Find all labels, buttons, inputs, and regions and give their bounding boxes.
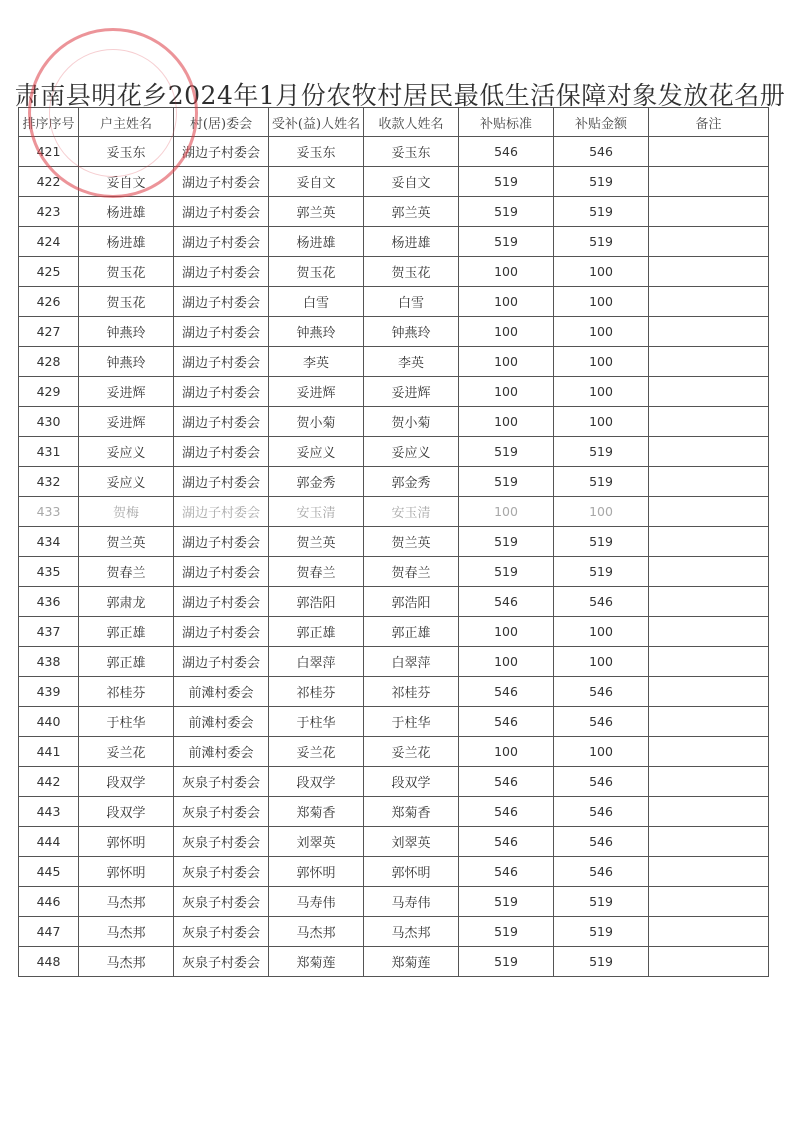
cell-household-head: 贺玉花 [79, 287, 174, 317]
table-row [19, 737, 769, 767]
cell-beneficiary: 白雪 [269, 287, 364, 317]
table-row [19, 587, 769, 617]
cell-payee: 郭兰英 [364, 197, 459, 227]
cell-beneficiary: 杨进雄 [269, 227, 364, 257]
cell-payee: 郑菊莲 [364, 947, 459, 977]
cell-village-committee: 湖边子村委会 [174, 587, 269, 617]
cell-household-head: 贺春兰 [79, 557, 174, 587]
cell-subsidy-amount: 546 [554, 827, 649, 857]
cell-seq: 429 [19, 377, 79, 407]
cell-remarks [649, 797, 769, 827]
cell-village-committee: 湖边子村委会 [174, 647, 269, 677]
cell-payee: 白翠萍 [364, 647, 459, 677]
cell-seq: 441 [19, 737, 79, 767]
cell-subsidy-amount: 100 [554, 617, 649, 647]
cell-subsidy-amount: 519 [554, 947, 649, 977]
cell-beneficiary: 妥兰花 [269, 737, 364, 767]
cell-seq: 435 [19, 557, 79, 587]
cell-payee: 郭怀明 [364, 857, 459, 887]
cell-household-head: 郭正雄 [79, 617, 174, 647]
cell-subsidy-standard: 100 [459, 737, 554, 767]
cell-subsidy-standard: 519 [459, 527, 554, 557]
cell-remarks [649, 317, 769, 347]
page-title: 肃南县明花乡2024年1月份农牧村居民最低生活保障对象发放花名册 [14, 81, 786, 110]
table-row [19, 467, 769, 497]
cell-village-committee: 前滩村委会 [174, 707, 269, 737]
cell-household-head: 段双学 [79, 767, 174, 797]
cell-beneficiary: 安玉清 [269, 497, 364, 527]
cell-seq: 430 [19, 407, 79, 437]
cell-payee: 贺小菊 [364, 407, 459, 437]
cell-seq: 421 [19, 137, 79, 167]
cell-seq: 445 [19, 857, 79, 887]
cell-subsidy-standard: 519 [459, 467, 554, 497]
cell-subsidy-standard: 519 [459, 917, 554, 947]
cell-village-committee: 灰泉子村委会 [174, 917, 269, 947]
cell-village-committee: 湖边子村委会 [174, 317, 269, 347]
cell-subsidy-amount: 546 [554, 767, 649, 797]
header-seq: 排序序号 [19, 108, 79, 137]
cell-subsidy-standard: 546 [459, 797, 554, 827]
cell-village-committee: 湖边子村委会 [174, 377, 269, 407]
cell-household-head: 于柱华 [79, 707, 174, 737]
cell-subsidy-amount: 100 [554, 347, 649, 377]
cell-remarks [649, 167, 769, 197]
cell-subsidy-amount: 519 [554, 557, 649, 587]
cell-village-committee: 湖边子村委会 [174, 527, 269, 557]
cell-subsidy-amount: 100 [554, 287, 649, 317]
cell-household-head: 杨进雄 [79, 197, 174, 227]
cell-village-committee: 湖边子村委会 [174, 467, 269, 497]
cell-remarks [649, 617, 769, 647]
cell-subsidy-amount: 546 [554, 677, 649, 707]
cell-subsidy-standard: 546 [459, 767, 554, 797]
cell-beneficiary: 妥自文 [269, 167, 364, 197]
cell-seq: 444 [19, 827, 79, 857]
cell-seq: 432 [19, 467, 79, 497]
cell-remarks [649, 947, 769, 977]
cell-beneficiary: 刘翠英 [269, 827, 364, 857]
cell-village-committee: 湖边子村委会 [174, 287, 269, 317]
cell-seq: 447 [19, 917, 79, 947]
cell-subsidy-standard: 100 [459, 347, 554, 377]
cell-beneficiary: 妥应义 [269, 437, 364, 467]
cell-village-committee: 湖边子村委会 [174, 347, 269, 377]
table-row [19, 677, 769, 707]
cell-household-head: 妥玉东 [79, 137, 174, 167]
cell-seq: 436 [19, 587, 79, 617]
cell-seq: 424 [19, 227, 79, 257]
table-row [19, 527, 769, 557]
cell-village-committee: 湖边子村委会 [174, 497, 269, 527]
cell-subsidy-amount: 100 [554, 497, 649, 527]
cell-subsidy-amount: 519 [554, 167, 649, 197]
cell-household-head: 郭肃龙 [79, 587, 174, 617]
cell-remarks [649, 287, 769, 317]
cell-subsidy-standard: 100 [459, 617, 554, 647]
cell-subsidy-amount: 519 [554, 467, 649, 497]
cell-beneficiary: 郭怀明 [269, 857, 364, 887]
cell-beneficiary: 贺小菊 [269, 407, 364, 437]
cell-village-committee: 湖边子村委会 [174, 617, 269, 647]
cell-beneficiary: 祁桂芬 [269, 677, 364, 707]
cell-village-committee: 前滩村委会 [174, 677, 269, 707]
cell-payee: 白雪 [364, 287, 459, 317]
cell-remarks [649, 767, 769, 797]
cell-payee: 马杰邦 [364, 917, 459, 947]
cell-subsidy-amount: 100 [554, 377, 649, 407]
cell-village-committee: 湖边子村委会 [174, 557, 269, 587]
cell-subsidy-amount: 519 [554, 227, 649, 257]
table-row [19, 917, 769, 947]
table-row [19, 887, 769, 917]
cell-subsidy-standard: 100 [459, 317, 554, 347]
cell-subsidy-amount: 546 [554, 857, 649, 887]
cell-payee: 钟燕玲 [364, 317, 459, 347]
cell-subsidy-amount: 546 [554, 797, 649, 827]
cell-remarks [649, 737, 769, 767]
table-row [19, 287, 769, 317]
cell-remarks [649, 707, 769, 737]
cell-remarks [649, 347, 769, 377]
cell-seq: 422 [19, 167, 79, 197]
cell-household-head: 段双学 [79, 797, 174, 827]
cell-beneficiary: 郑菊莲 [269, 947, 364, 977]
cell-village-committee: 灰泉子村委会 [174, 887, 269, 917]
header-beneficiary: 受补(益)人姓名 [269, 108, 364, 137]
cell-remarks [649, 857, 769, 887]
cell-seq: 434 [19, 527, 79, 557]
cell-seq: 431 [19, 437, 79, 467]
cell-remarks [649, 827, 769, 857]
cell-subsidy-standard: 519 [459, 557, 554, 587]
cell-payee: 段双学 [364, 767, 459, 797]
cell-subsidy-amount: 519 [554, 197, 649, 227]
cell-subsidy-standard: 519 [459, 227, 554, 257]
cell-remarks [649, 437, 769, 467]
cell-beneficiary: 郑菊香 [269, 797, 364, 827]
cell-household-head: 贺玉花 [79, 257, 174, 287]
cell-remarks [649, 407, 769, 437]
table-row [19, 947, 769, 977]
cell-household-head: 妥兰花 [79, 737, 174, 767]
cell-beneficiary: 钟燕玲 [269, 317, 364, 347]
roster-table [18, 107, 769, 977]
cell-village-committee: 湖边子村委会 [174, 227, 269, 257]
cell-village-committee: 灰泉子村委会 [174, 947, 269, 977]
cell-seq: 440 [19, 707, 79, 737]
cell-beneficiary: 段双学 [269, 767, 364, 797]
table-row [19, 647, 769, 677]
cell-seq: 443 [19, 797, 79, 827]
cell-subsidy-amount: 100 [554, 317, 649, 347]
cell-subsidy-standard: 546 [459, 677, 554, 707]
table-row [19, 137, 769, 167]
cell-remarks [649, 527, 769, 557]
cell-subsidy-standard: 546 [459, 587, 554, 617]
cell-remarks [649, 257, 769, 287]
cell-subsidy-amount: 519 [554, 887, 649, 917]
cell-remarks [649, 647, 769, 677]
cell-payee: 马寿伟 [364, 887, 459, 917]
cell-household-head: 马杰邦 [79, 887, 174, 917]
cell-payee: 于柱华 [364, 707, 459, 737]
table-row [19, 197, 769, 227]
cell-village-committee: 灰泉子村委会 [174, 827, 269, 857]
table-row [19, 257, 769, 287]
cell-payee: 妥进辉 [364, 377, 459, 407]
header-village-committee: 村(居)委会 [174, 108, 269, 137]
table-row [19, 857, 769, 887]
table-row [19, 797, 769, 827]
cell-payee: 妥自文 [364, 167, 459, 197]
cell-seq: 442 [19, 767, 79, 797]
cell-subsidy-amount: 100 [554, 257, 649, 287]
cell-payee: 杨进雄 [364, 227, 459, 257]
cell-household-head: 马杰邦 [79, 947, 174, 977]
cell-subsidy-standard: 519 [459, 167, 554, 197]
cell-beneficiary: 郭兰英 [269, 197, 364, 227]
header-payee: 收款人姓名 [364, 108, 459, 137]
cell-village-committee: 前滩村委会 [174, 737, 269, 767]
cell-village-committee: 灰泉子村委会 [174, 767, 269, 797]
cell-village-committee: 湖边子村委会 [174, 197, 269, 227]
cell-remarks [649, 137, 769, 167]
cell-subsidy-standard: 546 [459, 707, 554, 737]
cell-seq: 448 [19, 947, 79, 977]
cell-village-committee: 湖边子村委会 [174, 437, 269, 467]
cell-remarks [649, 587, 769, 617]
cell-household-head: 妥应义 [79, 437, 174, 467]
cell-payee: 贺春兰 [364, 557, 459, 587]
cell-subsidy-standard: 100 [459, 407, 554, 437]
cell-subsidy-standard: 100 [459, 647, 554, 677]
cell-payee: 郭正雄 [364, 617, 459, 647]
table-row [19, 827, 769, 857]
cell-village-committee: 湖边子村委会 [174, 167, 269, 197]
cell-seq: 437 [19, 617, 79, 647]
table-row [19, 227, 769, 257]
cell-village-committee: 湖边子村委会 [174, 407, 269, 437]
table-row [19, 377, 769, 407]
cell-subsidy-amount: 519 [554, 527, 649, 557]
cell-subsidy-standard: 100 [459, 287, 554, 317]
cell-payee: 妥兰花 [364, 737, 459, 767]
cell-remarks [649, 677, 769, 707]
cell-payee: 贺兰英 [364, 527, 459, 557]
cell-seq: 425 [19, 257, 79, 287]
cell-subsidy-standard: 519 [459, 947, 554, 977]
cell-household-head: 妥应义 [79, 467, 174, 497]
cell-payee: 郭金秀 [364, 467, 459, 497]
table-row [19, 617, 769, 647]
cell-beneficiary: 郭金秀 [269, 467, 364, 497]
cell-subsidy-standard: 546 [459, 857, 554, 887]
cell-beneficiary: 李英 [269, 347, 364, 377]
cell-seq: 426 [19, 287, 79, 317]
cell-subsidy-amount: 519 [554, 437, 649, 467]
cell-household-head: 妥自文 [79, 167, 174, 197]
cell-household-head: 妥进辉 [79, 377, 174, 407]
table-row [19, 347, 769, 377]
cell-remarks [649, 557, 769, 587]
cell-remarks [649, 197, 769, 227]
table-row [19, 437, 769, 467]
cell-subsidy-standard: 519 [459, 197, 554, 227]
cell-household-head: 钟燕玲 [79, 317, 174, 347]
cell-payee: 妥玉东 [364, 137, 459, 167]
cell-beneficiary: 马杰邦 [269, 917, 364, 947]
header-subsidy-amount: 补贴金额 [554, 108, 649, 137]
cell-remarks [649, 377, 769, 407]
cell-subsidy-standard: 100 [459, 257, 554, 287]
cell-household-head: 马杰邦 [79, 917, 174, 947]
cell-remarks [649, 227, 769, 257]
cell-subsidy-amount: 100 [554, 737, 649, 767]
cell-household-head: 杨进雄 [79, 227, 174, 257]
cell-subsidy-standard: 546 [459, 137, 554, 167]
cell-subsidy-amount: 519 [554, 917, 649, 947]
table-row [19, 767, 769, 797]
cell-village-committee: 灰泉子村委会 [174, 857, 269, 887]
cell-subsidy-amount: 546 [554, 587, 649, 617]
cell-subsidy-amount: 100 [554, 647, 649, 677]
cell-subsidy-amount: 546 [554, 137, 649, 167]
cell-payee: 贺玉花 [364, 257, 459, 287]
cell-beneficiary: 贺兰英 [269, 527, 364, 557]
cell-seq: 439 [19, 677, 79, 707]
table-row [19, 557, 769, 587]
cell-village-committee: 湖边子村委会 [174, 257, 269, 287]
table-row [19, 167, 769, 197]
cell-village-committee: 湖边子村委会 [174, 137, 269, 167]
cell-payee: 郭浩阳 [364, 587, 459, 617]
table-row [19, 317, 769, 347]
cell-seq: 433 [19, 497, 79, 527]
cell-village-committee: 灰泉子村委会 [174, 797, 269, 827]
header-remarks: 备注 [649, 108, 769, 137]
cell-payee: 祁桂芬 [364, 677, 459, 707]
cell-subsidy-standard: 519 [459, 437, 554, 467]
cell-household-head: 郭怀明 [79, 857, 174, 887]
cell-seq: 446 [19, 887, 79, 917]
cell-subsidy-standard: 100 [459, 377, 554, 407]
cell-beneficiary: 郭浩阳 [269, 587, 364, 617]
cell-household-head: 祁桂芬 [79, 677, 174, 707]
cell-beneficiary: 郭正雄 [269, 617, 364, 647]
cell-subsidy-standard: 546 [459, 827, 554, 857]
cell-payee: 刘翠英 [364, 827, 459, 857]
table-row [19, 497, 769, 527]
cell-remarks [649, 467, 769, 497]
cell-beneficiary: 白翠萍 [269, 647, 364, 677]
cell-payee: 安玉清 [364, 497, 459, 527]
cell-subsidy-standard: 100 [459, 497, 554, 527]
cell-household-head: 贺兰英 [79, 527, 174, 557]
cell-seq: 427 [19, 317, 79, 347]
cell-household-head: 郭正雄 [79, 647, 174, 677]
cell-household-head: 贺梅 [79, 497, 174, 527]
cell-remarks [649, 917, 769, 947]
cell-beneficiary: 妥进辉 [269, 377, 364, 407]
table-row [19, 407, 769, 437]
cell-seq: 438 [19, 647, 79, 677]
cell-payee: 李英 [364, 347, 459, 377]
header-household-head: 户主姓名 [79, 108, 174, 137]
cell-seq: 423 [19, 197, 79, 227]
cell-beneficiary: 贺玉花 [269, 257, 364, 287]
cell-payee: 郑菊香 [364, 797, 459, 827]
cell-household-head: 妥进辉 [79, 407, 174, 437]
cell-beneficiary: 妥玉东 [269, 137, 364, 167]
cell-remarks [649, 497, 769, 527]
cell-beneficiary: 贺春兰 [269, 557, 364, 587]
header-subsidy-standard: 补贴标准 [459, 108, 554, 137]
cell-beneficiary: 马寿伟 [269, 887, 364, 917]
cell-subsidy-amount: 546 [554, 707, 649, 737]
cell-beneficiary: 于柱华 [269, 707, 364, 737]
cell-subsidy-amount: 100 [554, 407, 649, 437]
cell-subsidy-standard: 519 [459, 887, 554, 917]
cell-household-head: 郭怀明 [79, 827, 174, 857]
cell-household-head: 钟燕玲 [79, 347, 174, 377]
cell-seq: 428 [19, 347, 79, 377]
cell-payee: 妥应义 [364, 437, 459, 467]
table-row [19, 707, 769, 737]
cell-remarks [649, 887, 769, 917]
